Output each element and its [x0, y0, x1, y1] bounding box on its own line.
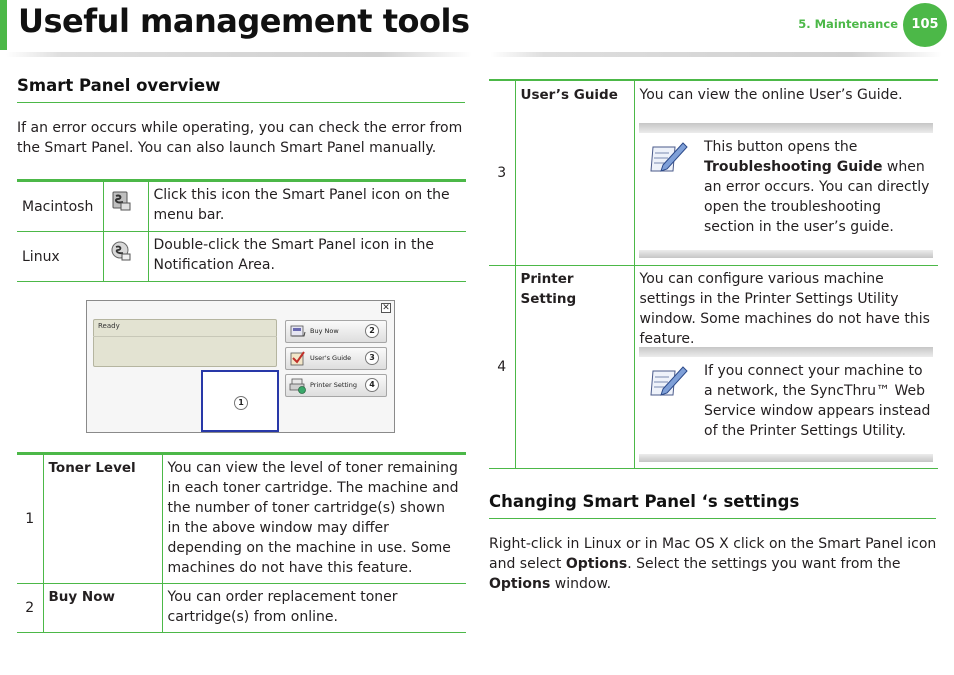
smart-panel-linux-icon — [103, 232, 148, 282]
callout-badge-2: 2 — [365, 324, 379, 338]
note-box-syncthru — [639, 347, 933, 462]
item-number: 3 — [489, 81, 515, 265]
settings-heading-rule — [489, 518, 936, 519]
callout-badge-1: 1 — [234, 396, 248, 410]
item-label: User’s Guide — [515, 81, 634, 265]
note-text: If you connect your machine to a network, the SyncThru™ Web Service window appears instead of the Printer Settings Utility. — [704, 363, 931, 439]
note-pencil-icon — [649, 363, 689, 401]
page-title: Useful management tools — [18, 2, 470, 40]
os-row-linux — [17, 232, 466, 282]
book-icon — [289, 350, 307, 367]
os-name: Linux — [17, 232, 103, 282]
item-label: Printer Setting — [515, 265, 634, 468]
buy-now-button[interactable] — [285, 320, 387, 343]
item-number: 2 — [17, 584, 43, 633]
item-row-buy-now — [17, 584, 466, 633]
button-label: User's Guide — [310, 354, 352, 362]
item-description: You can view the level of toner remaining in each toner cartridge. The machine and the number of toner cartridge(s) shown in the above window may differ depending on the machine in use. Some machines do not have this feature. — [162, 454, 466, 584]
overview-heading: Smart Panel overview — [17, 76, 221, 95]
overview-heading-rule — [17, 102, 465, 103]
os-row-macintosh — [17, 181, 466, 232]
header-accent-bar — [0, 0, 7, 50]
header-rule-left — [6, 52, 472, 57]
item-label: Toner Level — [43, 454, 162, 584]
item-number: 1 — [17, 454, 43, 584]
smart-panel-mac-icon — [103, 181, 148, 232]
os-table — [17, 179, 466, 282]
item-description: You can view the online User’s Guide. — [634, 81, 938, 265]
page-number-badge: 105 — [903, 3, 947, 47]
settings-heading: Changing Smart Panel ‘s settings — [489, 492, 800, 511]
header-rule-right — [490, 52, 942, 57]
button-label: Buy Now — [310, 327, 339, 335]
printer-setting-button[interactable] — [285, 374, 387, 397]
close-icon[interactable]: ✕ — [382, 303, 390, 313]
status-display — [93, 319, 277, 367]
os-name: Macintosh — [17, 181, 103, 232]
item-description: You can order replacement toner cartridge(s) from online. — [162, 584, 466, 633]
note-text: This button opens the Troubleshooting Guide when an error occurs. You can directly open the troubleshooting section in the user’s guide. — [704, 139, 930, 235]
smart-panel-window — [86, 300, 395, 433]
cart-icon — [289, 323, 307, 340]
status-text: Ready — [98, 322, 120, 330]
item-description: You can configure various machine settings in the Printer Settings Utility window. Some machines do not have this feature. — [634, 265, 938, 468]
os-description: Double-click the Smart Panel icon in the Notification Area. — [148, 232, 466, 282]
items-table-left — [17, 452, 466, 633]
users-guide-button[interactable] — [285, 347, 387, 370]
button-label: Printer Setting — [310, 381, 357, 389]
printer-icon — [289, 377, 307, 394]
callout-badge-4: 4 — [365, 378, 379, 392]
item-label: Buy Now — [43, 584, 162, 633]
os-description: Click this icon the Smart Panel icon on the menu bar. — [148, 181, 466, 232]
note-box-troubleshooting — [639, 123, 933, 258]
toner-level-area — [201, 370, 279, 432]
note-pencil-icon — [649, 139, 689, 177]
item-row-toner-level — [17, 454, 466, 584]
section-label: 5. Maintenance — [798, 17, 898, 31]
settings-text: Right-click in Linux or in Mac OS X click on the Smart Panel icon and select Options. Select the settings you want from the Options window. — [489, 536, 937, 592]
callout-badge-3: 3 — [365, 351, 379, 365]
overview-intro: If an error occurs while operating, you can check the error from the Smart Panel. You can also launch Smart Panel manually. — [17, 120, 463, 156]
item-number: 4 — [489, 265, 515, 468]
status-divider — [93, 336, 277, 337]
